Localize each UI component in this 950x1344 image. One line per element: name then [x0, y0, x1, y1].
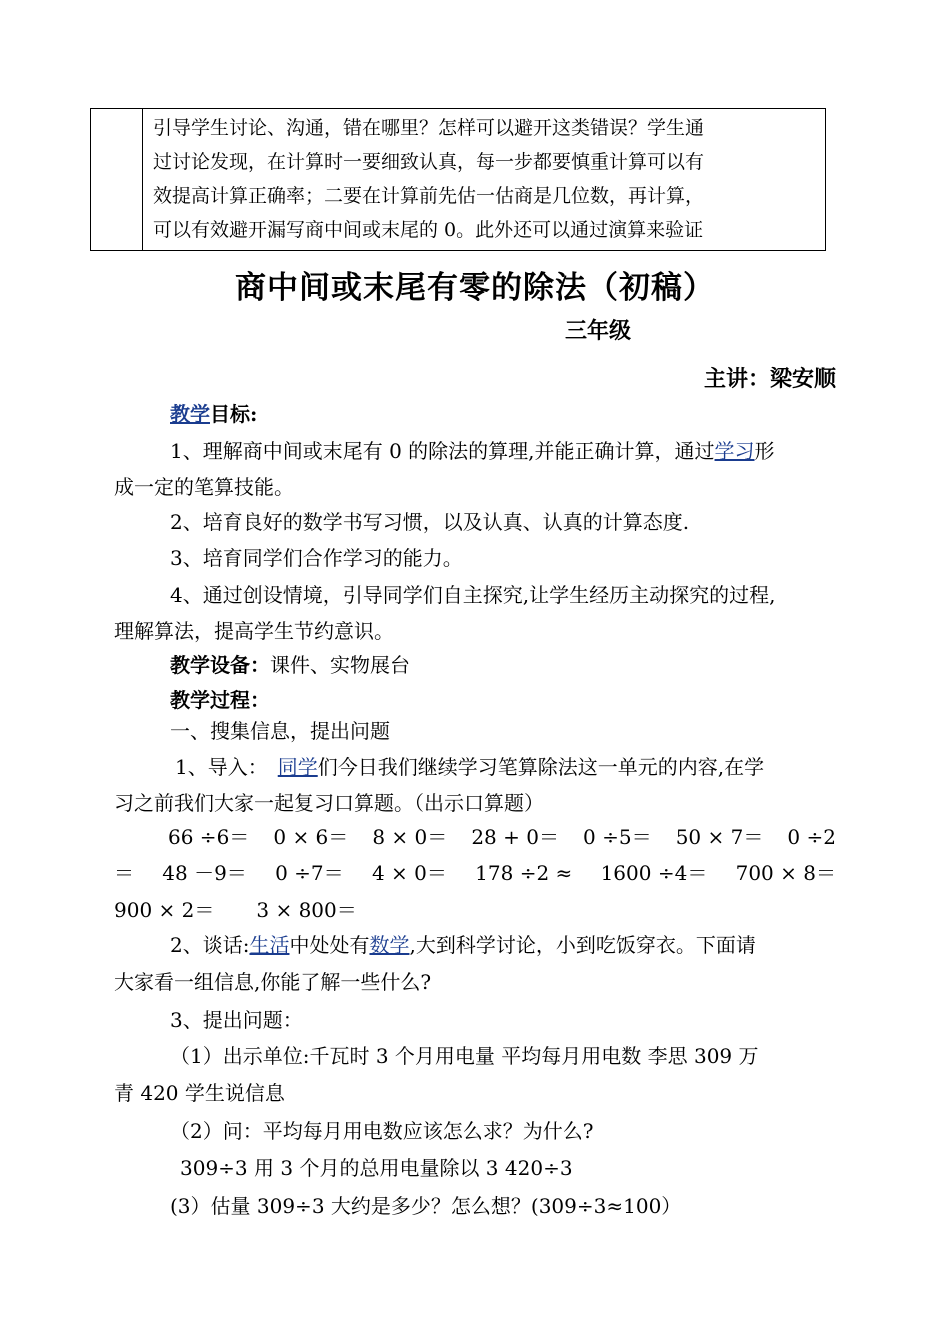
process-heading: 教学过程： [170, 688, 270, 712]
oral-item: 0 ÷2 [787, 825, 836, 849]
goal-1-line2: 成一定的笔算技能。 [114, 475, 294, 499]
table-line: 过讨论发现，在计算时一要细致认真，每一步都要慎重计算可以有 [153, 151, 705, 173]
oral-row-3 [114, 896, 357, 924]
goals-heading [170, 400, 257, 428]
oral-item: 50 × 7＝ [675, 825, 764, 849]
equipment-line [170, 651, 410, 679]
table-line: 引导学生讨论、沟通，错在哪里？怎样可以避开这类错误？学生通 [153, 117, 705, 139]
teaching-link[interactable]: 教学 [170, 402, 210, 426]
oral-item: 8 × 0＝ [372, 825, 448, 849]
oral-item: 0 ÷5＝ [583, 825, 652, 849]
oral-item: 3 × 800＝ [256, 898, 357, 922]
oral-item: 1600 ÷4＝ [600, 861, 708, 885]
goal-1 [170, 437, 775, 465]
grade-label: 三年级 [565, 318, 632, 344]
speaker-label: 主讲：梁安顺 [703, 366, 836, 392]
section-1-heading: 一、搜集信息，提出问题 [170, 719, 390, 743]
study-link[interactable]: 学习 [714, 439, 755, 463]
document-title: 商中间或末尾有零的除法（初稿） [235, 270, 715, 306]
goal-3: 3、培育同学们合作学习的能力。 [170, 546, 463, 570]
oral-item: 48 －9＝ [162, 861, 247, 885]
oral-item: 4 × 0＝ [371, 861, 447, 885]
talk-text-2: ,大到科学讨论，小到吃饭穿衣。下面请 [409, 933, 756, 957]
goal-4-line2: 理解算法，提高学生节约意识。 [114, 619, 394, 643]
oral-item: 66 ÷6＝ [168, 825, 250, 849]
intro-line [175, 753, 764, 781]
question-3: (3）估量 309÷3 大约是多少？怎么想？(309÷3≈100） [170, 1194, 682, 1218]
table-line: 可以有效避开漏写商中间或末尾的 0。此外还可以通过演算来验证 [153, 219, 704, 241]
math-link[interactable]: 数学 [369, 933, 410, 957]
intro-line2: 习之前我们大家一起复习口算题。（出示口算题） [114, 791, 544, 815]
question-1: （1）出示单位:千瓦时 3 个月用电量 平均每月用电数 李思 309 万 [170, 1044, 759, 1068]
talk-line2: 大家看一组信息,你能了解一些什么? [114, 970, 432, 994]
talk-label: 2、谈话: [170, 933, 250, 957]
equipment-value: 课件、实物展台 [270, 653, 410, 677]
oral-item: 700 × 8＝ [735, 861, 836, 885]
question-heading: 3、提出问题： [170, 1008, 303, 1032]
equipment-label: 教学设备： [170, 653, 270, 677]
goal-2: 2、培育良好的数学书写习惯，以及认真、认真的计算态度. [170, 510, 690, 534]
goal-1-tail: 形 [754, 439, 775, 463]
oral-item: 178 ÷2 ≈ [475, 861, 573, 885]
table-line: 效提高计算正确率；二要在计算前先估一估商是几位数，再计算， [153, 185, 705, 207]
goals-heading-text: 目标: [210, 402, 258, 426]
oral-row-2 [114, 859, 836, 887]
table-left-cell [91, 109, 143, 250]
oral-item: ＝ [114, 861, 134, 885]
question-2: （2）问：平均每月用电数应该怎么求？为什么? [170, 1119, 594, 1143]
goal-1-text: 1、理解商中间或末尾有 0 的除法的算理,并能正确计算，通过 [170, 439, 715, 463]
question-1-line2: 青 420 学生说信息 [114, 1081, 285, 1105]
table-fragment [90, 108, 826, 251]
goal-4: 4、通过创设情境，引导同学们自主探究,让学生经历主动探究的过程, [170, 583, 776, 607]
intro-label: 1、导入： [175, 755, 268, 779]
talk-text: 中处处有 [289, 933, 370, 957]
oral-item: 0 × 6＝ [273, 825, 349, 849]
question-2-line2: 309÷3 用 3 个月的总用电量除以 3 420÷3 [180, 1156, 573, 1180]
oral-row-1 [168, 823, 836, 851]
oral-item: 28 + 0＝ [471, 825, 559, 849]
table-text-cell [153, 111, 821, 247]
classmates-link[interactable]: 同学 [277, 755, 318, 779]
talk-line [170, 931, 756, 959]
intro-text: 们今日我们继续学习笔算除法这一单元的内容,在学 [317, 755, 765, 779]
life-link[interactable]: 生活 [249, 933, 290, 957]
oral-item: 900 × 2＝ [114, 898, 215, 922]
oral-item: 0 ÷7＝ [275, 861, 344, 885]
